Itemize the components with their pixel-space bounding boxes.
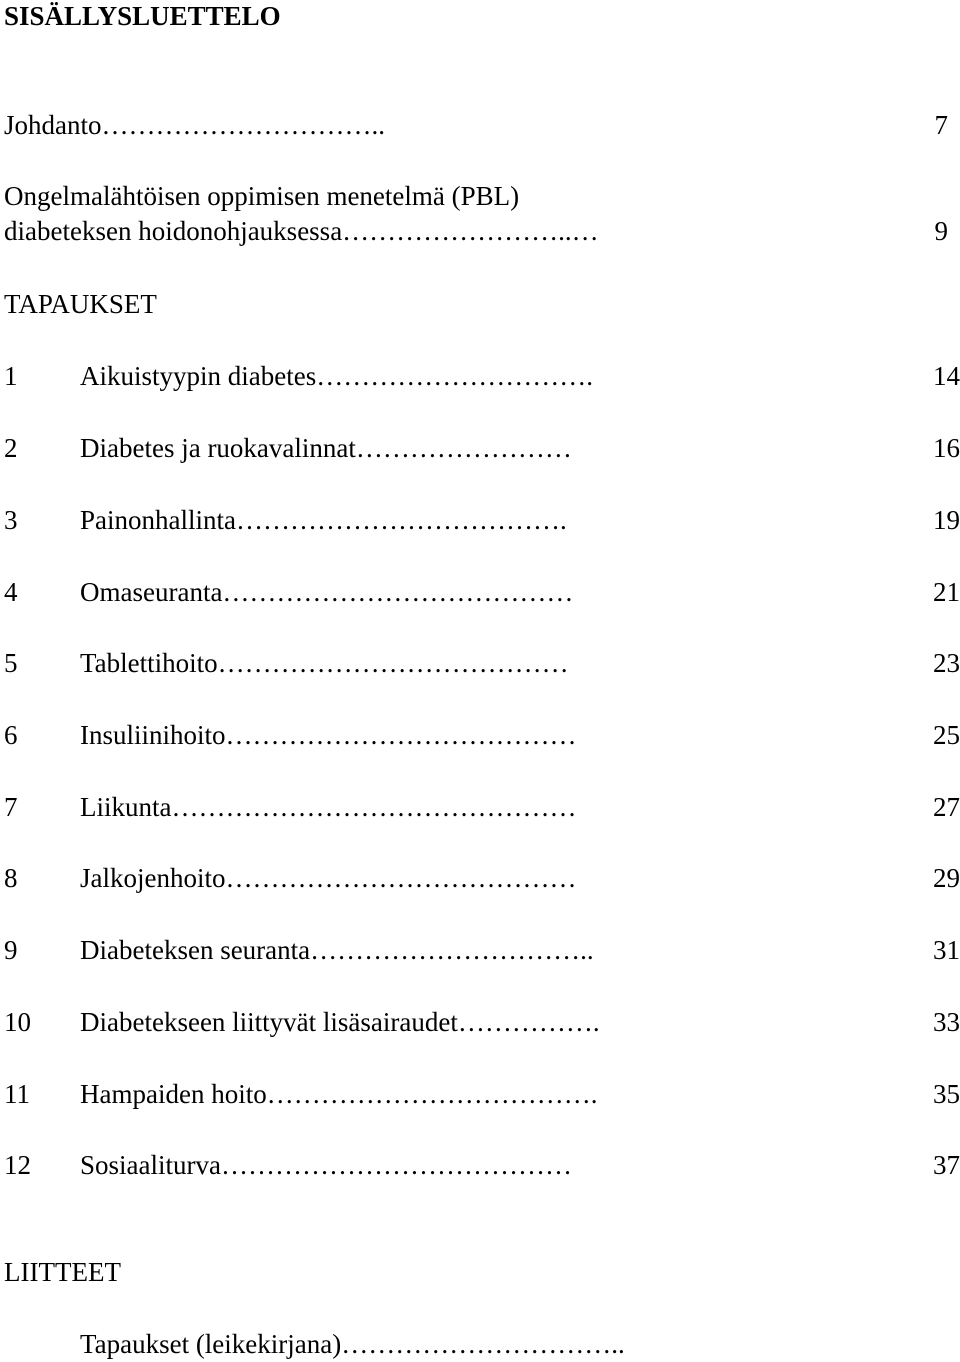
toc-entry-title: Tablettihoito………………………………… bbox=[80, 648, 569, 678]
toc-entry-page: 29 bbox=[933, 863, 960, 893]
toc-entry-title: Aikuistyypin diabetes…………………………. bbox=[80, 361, 593, 391]
toc-entry-title: Sosiaaliturva………………………………… bbox=[80, 1150, 572, 1180]
toc-entry-title: Liikunta……………………………………… bbox=[80, 792, 577, 822]
toc-entry-page: 37 bbox=[933, 1150, 960, 1180]
toc-entry-page: 23 bbox=[933, 648, 960, 678]
toc-entry-number: 2 bbox=[4, 433, 18, 463]
toc-entry-number: 11 bbox=[4, 1079, 30, 1109]
cases-heading: TAPAUKSET bbox=[4, 289, 157, 319]
toc-entry-title: Omaseuranta………………………………… bbox=[80, 577, 574, 607]
toc-entry-title: Diabetekseen liittyvät lisäsairaudet……………. bbox=[80, 1007, 600, 1037]
toc-entry-title: Diabeteksen seuranta………………………….. bbox=[80, 935, 594, 965]
toc-entry-number: 10 bbox=[4, 1007, 31, 1037]
toc-entry-number: 7 bbox=[4, 792, 18, 822]
toc-entry-title: Hampaiden hoito………………………………. bbox=[80, 1079, 598, 1109]
toc-entry-page: 31 bbox=[933, 935, 960, 965]
toc-entry-title: Jalkojenhoito………………………………… bbox=[80, 863, 577, 893]
toc-entry-page: 19 bbox=[933, 505, 960, 535]
toc-entry-number: 5 bbox=[4, 648, 18, 678]
toc-entry-intro-text: Johdanto………………………….. bbox=[4, 110, 385, 140]
appendix-item: Tapaukset (leikekirjana)………………………….. bbox=[80, 1329, 625, 1359]
toc-entry-number: 4 bbox=[4, 577, 18, 607]
toc-entry-page: 33 bbox=[933, 1007, 960, 1037]
toc-entry-pbl-line1: Ongelmalähtöisen oppimisen menetelmä (PBL) bbox=[4, 181, 520, 211]
toc-entry-title: Diabetes ja ruokavalinnat…………………… bbox=[80, 433, 572, 463]
appendix-heading: LIITTEET bbox=[4, 1257, 121, 1287]
toc-entry-pbl-line2: diabeteksen hoidonohjauksessa……………………..… bbox=[4, 216, 599, 246]
toc-entry-intro-page: 7 bbox=[934, 110, 948, 140]
toc-entry-title: Painonhallinta………………………………. bbox=[80, 505, 567, 535]
toc-entry-page: 16 bbox=[933, 433, 960, 463]
toc-entry-number: 6 bbox=[4, 720, 18, 750]
toc-entry-title: Insuliinihoito………………………………… bbox=[80, 720, 577, 750]
toc-entry-page: 14 bbox=[933, 361, 960, 391]
toc-heading: SISÄLLYSLUETTELO bbox=[4, 1, 281, 31]
toc-entry-page: 21 bbox=[933, 577, 960, 607]
toc-entry-page: 35 bbox=[933, 1079, 960, 1109]
toc-entry-number: 8 bbox=[4, 863, 18, 893]
toc-entry-page: 25 bbox=[933, 720, 960, 750]
toc-entry-page: 27 bbox=[933, 792, 960, 822]
toc-entry-number: 3 bbox=[4, 505, 18, 535]
toc-entry-number: 9 bbox=[4, 935, 18, 965]
toc-entry-pbl-page: 9 bbox=[934, 216, 948, 246]
toc-entry-number: 12 bbox=[4, 1150, 31, 1180]
toc-entry-number: 1 bbox=[4, 361, 18, 391]
